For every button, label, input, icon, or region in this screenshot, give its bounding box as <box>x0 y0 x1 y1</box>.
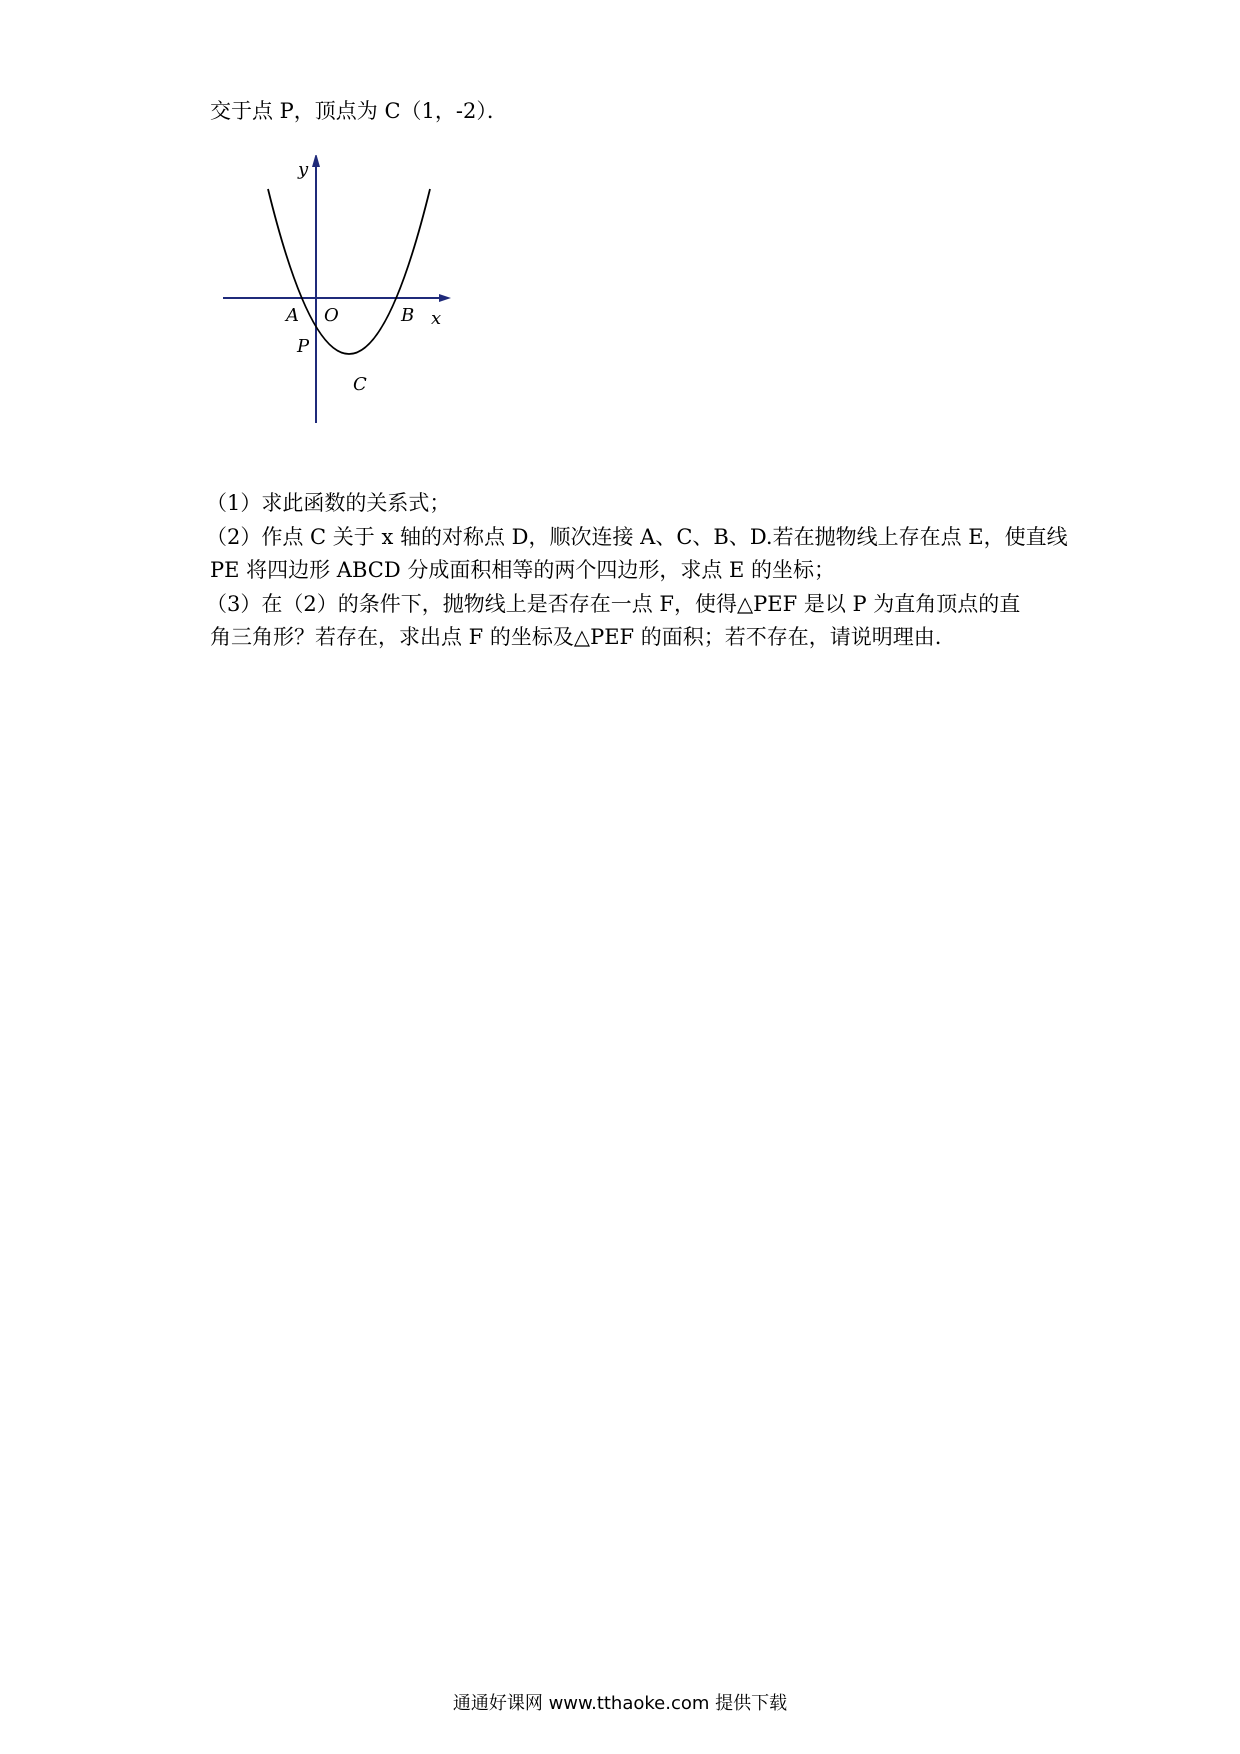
x-axis-arrow-icon <box>439 294 451 302</box>
label-O: O <box>324 305 339 326</box>
label-A: A <box>286 305 299 326</box>
label-C: C <box>353 374 367 395</box>
question-2-line-2: PE 将四边形 ABCD 分成面积相等的两个四边形，求点 E 的坐标； <box>210 558 836 582</box>
question-2-line-1: （2）作点 C 关于 x 轴的对称点 D，顺次连接 A、C、B、D.若在抛物线上存在点 E，使直线 <box>206 525 1068 549</box>
parabola-figure <box>215 155 475 435</box>
footer-credit: 通通好课网 www.tthaoke.com 提供下载 <box>452 1693 788 1714</box>
label-B: B <box>401 305 415 326</box>
question-1: （1）求此函数的关系式； <box>206 491 451 515</box>
label-y: y <box>298 159 309 180</box>
parabola-curve <box>268 189 430 354</box>
label-x: x <box>431 308 442 329</box>
intro-line: 交于点 P，顶点为 C（1，-2）． <box>210 99 508 123</box>
y-axis-arrow-icon <box>312 155 320 167</box>
question-3-line-1: （3）在（2）的条件下，抛物线上是否存在一点 F，使得△PEF 是以 P 为直角顶点的直 <box>206 592 1021 616</box>
label-P: P <box>297 336 310 357</box>
question-3-line-2: 角三角形？若存在，求出点 F 的坐标及△PEF 的面积；若不存在，请说明理由. <box>210 625 942 649</box>
